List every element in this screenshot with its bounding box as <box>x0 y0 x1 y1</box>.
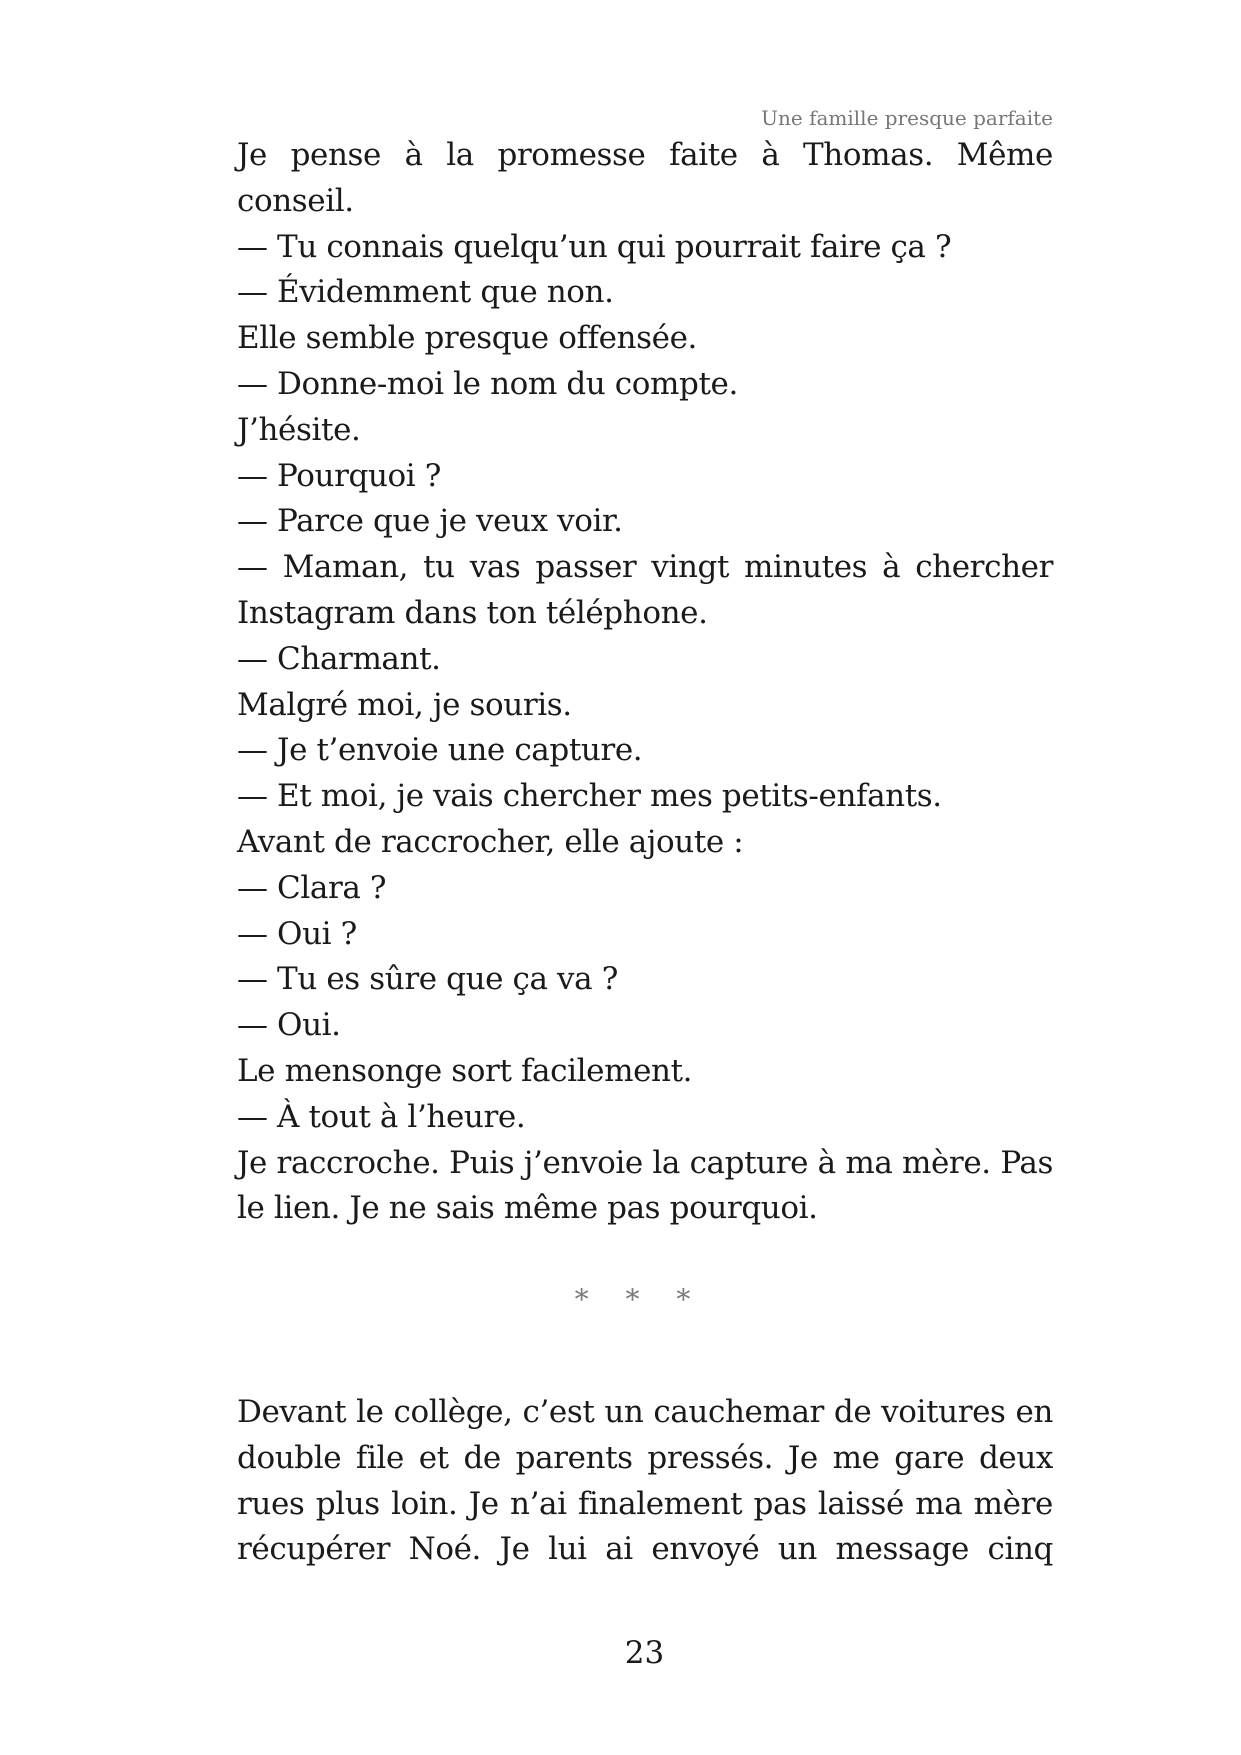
text-line: — Et moi, je vais chercher mes petits-enfants. <box>237 778 942 815</box>
text-line: — Donne-moi le nom du compte. <box>237 365 738 402</box>
page-number: 23 <box>624 1635 665 1671</box>
text-line: J’hésite. <box>237 411 361 448</box>
text-line: — Tu connais quelqu’un qui pourrait faire ça ? <box>237 228 952 265</box>
running-head: Une famille presque parfaite <box>761 106 1053 130</box>
text-line: le lien. Je ne sais même pas pourquoi. <box>237 1190 818 1227</box>
scene-break: * * * <box>574 1283 705 1316</box>
text-line: — Parce que je veux voir. <box>237 503 623 540</box>
text-line: Le mensonge sort facilement. <box>237 1052 693 1089</box>
text-line: Malgré moi, je souris. <box>237 686 572 723</box>
text-line: — Évidemment que non. <box>237 274 614 311</box>
text-line: conseil. <box>237 182 354 219</box>
text-line: — Pourquoi ? <box>237 457 441 494</box>
body-text-lower <box>237 1390 1053 1573</box>
text-line: — Maman, tu vas passer vingt minutes à chercher <box>237 549 1053 586</box>
text-line: — Charmant. <box>237 640 441 677</box>
text-line: Je pense à la promesse faite à Thomas. Même <box>237 137 1053 173</box>
text-line: — Tu es sûre que ça va ? <box>237 961 618 998</box>
body-text-upper <box>237 133 1053 1232</box>
text-line: — Oui. <box>237 1007 341 1044</box>
text-line: rues plus loin. Je n’ai finalement pas laissé ma mère <box>237 1485 1053 1522</box>
text-line: — Je t’envoie une capture. <box>237 732 643 769</box>
text-line: Avant de raccrocher, elle ajoute : <box>237 823 744 860</box>
text-line: Devant le collège, c’est un cauchemar de voitures en <box>237 1394 1053 1430</box>
text-line: Je raccroche. Puis j’envoie la capture à ma mère. Pas <box>237 1144 1053 1181</box>
text-line: récupérer Noé. Je lui ai envoyé un message cinq <box>237 1531 1053 1568</box>
text-line: — À tout à l’heure. <box>237 1098 526 1135</box>
text-line: Elle semble presque offensée. <box>237 320 697 357</box>
text-line: — Oui ? <box>237 915 357 952</box>
text-line: Instagram dans ton téléphone. <box>237 594 708 631</box>
text-line: — Clara ? <box>237 869 387 906</box>
text-line: double file et de parents pressés. Je me gare deux <box>237 1439 1053 1476</box>
